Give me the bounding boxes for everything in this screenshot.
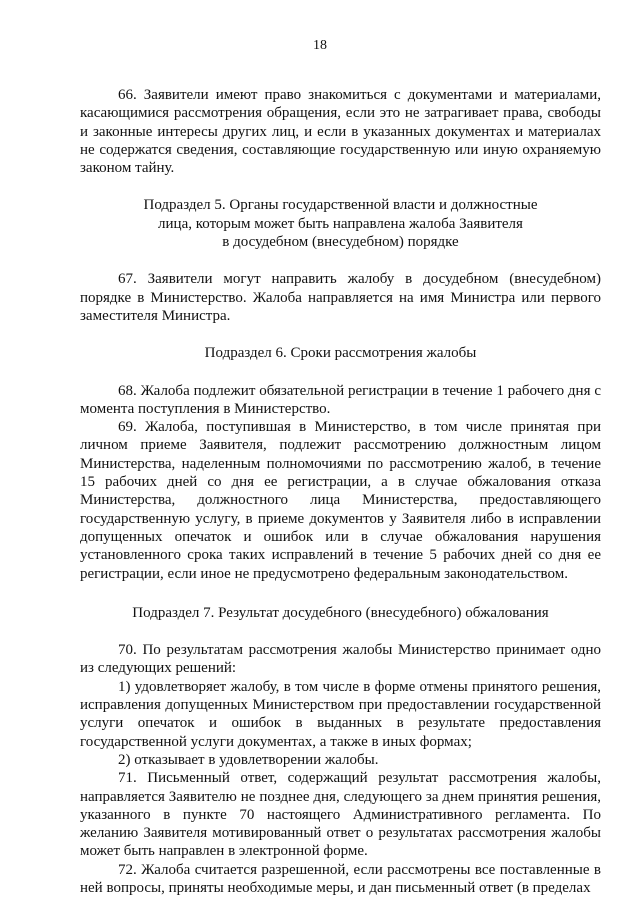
subsection-heading-6: Подраздел 6. Сроки рассмотрения жалобы: [204, 345, 477, 362]
page-number: 18: [313, 38, 327, 53]
list-item-1: 1) удовлетворяет жалобу, в том числе в форме отмены принятого решения, исправления допущенных Министерством при предоставлении государственной услуги опечаток и ошибок в выданных в результате предоставления государственной услуги документах, а также в иных формах;: [80, 678, 601, 750]
spacer: [80, 177, 601, 196]
paragraph-69: 69. Жалоба, поступившая в Министерство, в том числе принятая при личном приеме Заявителя, подлежит рассмотрению должностным лицом Министерства, наделенным полномочиями по рассмотрению жалоб, в течение 15 рабочих дней со дня ее регистрации, а в случае обжалования отказа Министерства, должностного лица Министерства, предоставляющего государственную услугу, в приеме документов у Заявителя либо в исправлении допущенных опечаток и ошибок или в случае обжалования нарушения установленного срока таких исправлений в течение 5 рабочих дней со дня ее регистрации, если иное не предусмотрено федеральным законодательством.: [80, 419, 601, 582]
spacer: [80, 325, 601, 344]
paragraph-66: 66. Заявители имеют право знакомиться с документами и материалами, касающимися рассмотрения обращения, если это не затрагивает права, свободы и законные интересы других лиц, и если в указанных документах и материалах не содержатся сведения, составляющие государственную или иную охраняемую законом тайну.: [80, 87, 601, 177]
paragraph-68: 68. Жалоба подлежит обязательной регистрации в течение 1 рабочего дня с момента поступления в Министерство.: [80, 382, 601, 417]
spacer: [80, 583, 601, 604]
spacer: [80, 622, 601, 641]
subsection-heading-5: [80, 196, 601, 251]
paragraph-72: 72. Жалоба считается разрешенной, если рассмотрены все поставленные в ней вопросы, приняты необходимые меры, и дан письменный ответ (в пределах: [80, 861, 601, 896]
document-body: [80, 86, 601, 897]
spacer: [80, 363, 601, 382]
paragraph-67: 67. Заявители могут направить жалобу в досудебном (внесудебном) порядке в Министерство. Жалоба направляется на имя Министра или первого заместителя Министра.: [80, 271, 601, 324]
paragraph-70: 70. По результатам рассмотрения жалобы Министерство принимает одно из следующих решений:: [80, 642, 601, 677]
spacer: [80, 251, 601, 270]
heading-line: Подраздел 5. Органы государственной власти и должностные: [143, 197, 538, 214]
list-item-2: 2) отказывает в удовлетворении жалобы.: [118, 751, 379, 768]
subsection-heading-7: Подраздел 7. Результат досудебного (внесудебного) обжалования: [132, 604, 549, 621]
heading-line: в досудебном (внесудебном) порядке: [222, 234, 459, 251]
heading-line: лица, которым может быть направлена жалоба Заявителя: [158, 215, 523, 232]
paragraph-71: 71. Письменный ответ, содержащий результат рассмотрения жалобы, направляется Заявителю не позднее дня, следующего за днем принятия решения, указанного в пункте 70 настоящего Административного регламента. По желанию Заявителя мотивированный ответ о результатах рассмотрения жалобы может быть направлен в электронной форме.: [80, 770, 601, 860]
